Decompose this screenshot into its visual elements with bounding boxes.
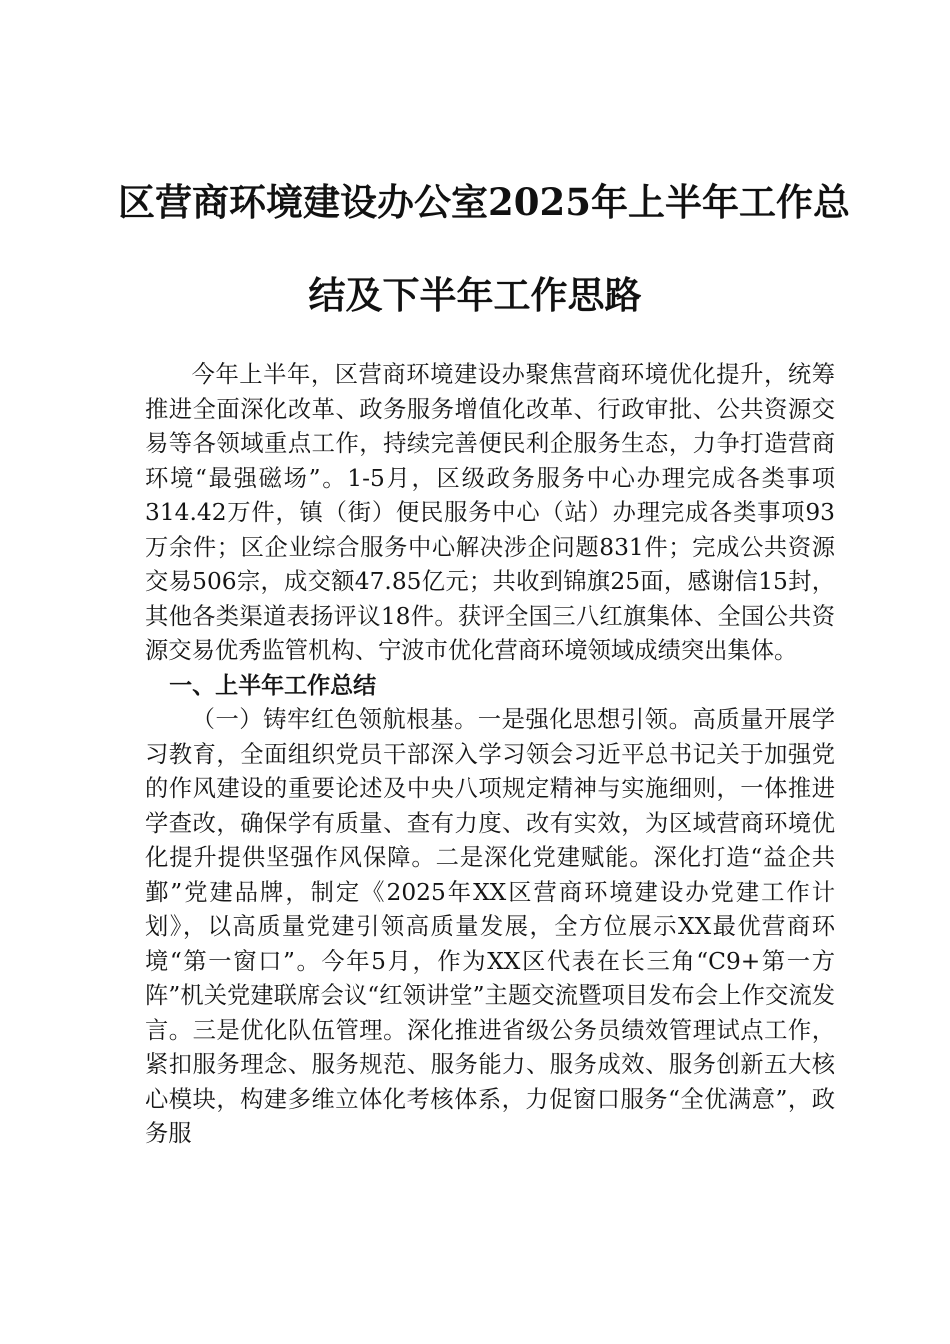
document-title-line-2: 结及下半年工作思路 [308, 273, 642, 317]
section-heading-first-half-summary: 一、上半年工作总结 [169, 672, 377, 699]
document-title-line-1: 区营商环境建设办公室2025年上半年工作总 [118, 180, 850, 224]
section-paragraph-party-building: （一）铸牢红色领航根基。一是强化思想引领。高质量开展学习教育，全面组织党员干部深入学习领会习近平总书记关于加强党的作风建设的重要论述及中央八项规定精神与实施细则，一体推进学查改，确保学有质量、查有力度、改有实效，为区域营商环境优化提升提供坚强作风保障。二是深化党建赋能。深化打造“益企共鄞”党建品牌，制定《2025年XX区营商环境建设办党建工作计划》，以高质量党建引领高质量发展，全方位展示XX最优营商环境“第一窗口”。今年5月，作为XX区代表在长三角“C9+第一方阵”机关党建联席会议“红领讲堂”主题交流暨项目发布会上作交流发言。三是优化队伍管理。深化推进省级公务员绩效管理试点工作，紧扣服务理念、服务规范、服务能力、服务成效、服务创新五大核心模块，构建多维立体化考核体系，力促窗口服务“全优满意”，政务服 [145, 706, 835, 1147]
intro-paragraph: 今年上半年，区营商环境建设办聚焦营商环境优化提升，统筹推进全面深化改革、政务服务增值化改革、行政审批、公共资源交易等各领域重点工作，持续完善便民利企服务生态，力争打造营商环境“最强磁场”。1-5月，区级政务服务中心办理完成各类事项314.42万件，镇（街）便民服务中心（站）办理完成各类事项93万余件；区企业综合服务中心解决涉企问题831件；完成公共资源交易506宗，成交额47.85亿元；共收到锦旗25面，感谢信15封，其他各类渠道表扬评议18件。获评全国三八红旗集体、全国公共资源交易优秀监管机构、宁波市优化营商环境领域成绩突出集体。 [145, 361, 835, 664]
document-body [145, 358, 835, 1152]
